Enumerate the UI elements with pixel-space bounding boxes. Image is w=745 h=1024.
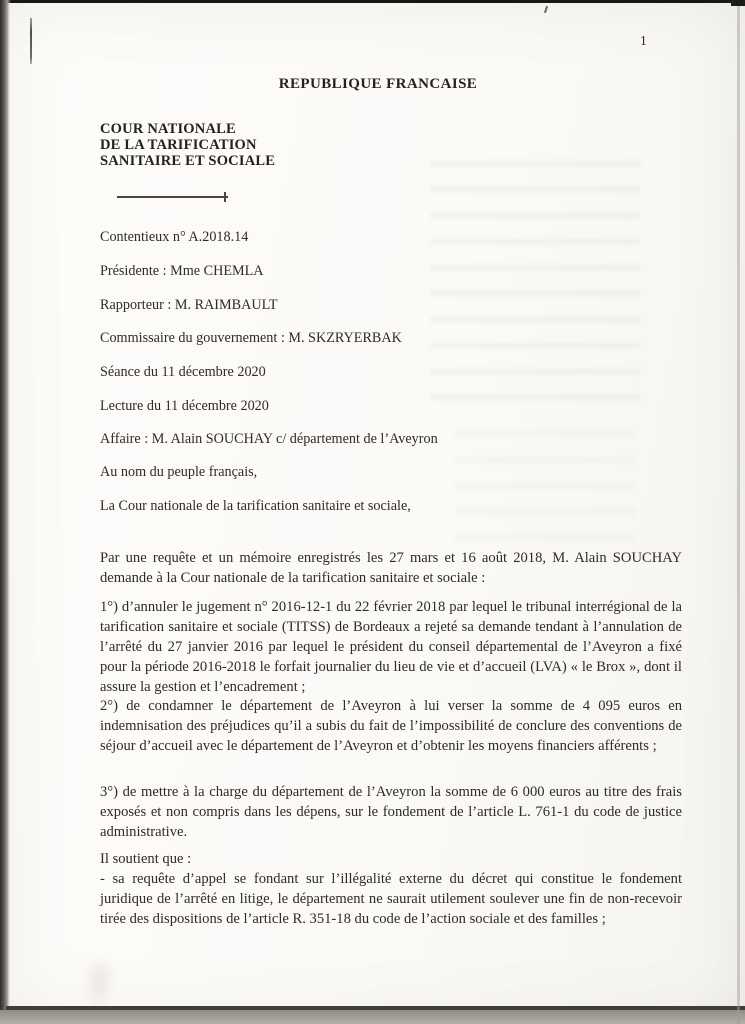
scan-edge-bottom [0,1010,745,1024]
scan-edge-top [0,0,745,3]
case-number: Contentieux n° A.2018.14 [100,229,249,245]
republic-title: REPUBLIQUE FRANCAISE [278,76,478,92]
pen-mark-artifact [30,18,32,64]
paragraph-intro: Par une requête et un mémoire enregistrés les 27 mars et 16 août 2018, M. Alain SOUCHAY demande à la Cour nationale de la tarification sanitaire et sociale : [100,550,682,586]
paragraph-point-3: 3°) de mettre à la charge du département de l’Aveyron la somme de 6 000 euros au titre des frais exposés et non compris dans les dépens, sur le fondement de l’article L. 761-1 du code de justice administrative. [100,784,682,840]
president-line: Présidente : Mme CHEMLA [100,263,264,279]
rapporteur-line: Rapporteur : M. RAIMBAULT [100,297,278,313]
court-name-block [100,121,275,170]
commissaire-line: Commissaire du gouvernement : M. SKZRYERBAK [100,330,402,346]
paragraph-point-1: 1°) d’annuler le jugement n° 2016-12-1 du 22 février 2018 par lequel le tribunal interrégional de la tarification sanitaire et sociale (TITSS) de Bordeaux a rejeté sa demande tendant à l’annulation de l’arrêté du 27 janvier 2016 par lequel le président du conseil départemental de l’Aveyron a fixé pour la période 2016-2018 le forfait journalier du lieu de vie et d’accueil (LVA) « le Brox », dont il assure la gestion et l’encadrement ; [100,599,682,695]
page-number: 1 [640,33,647,48]
bleed-through-artifact [455,430,635,550]
scan-corner-artifact [731,0,745,6]
lecture-date-line: Lecture du 11 décembre 2020 [100,398,269,414]
scan-smudge-artifact [82,960,116,1012]
court-name-line-2: DE LA TARIFICATION [100,137,257,154]
court-name-line-1: COUR NATIONALE [100,121,236,137]
bleed-through-artifact [430,160,640,410]
scan-edge-left [0,0,11,1024]
la-cour-line: La Cour nationale de la tarification sanitaire et sociale, [100,498,411,514]
divider-cross-tick [224,192,226,202]
scan-tick-artifact [544,6,548,13]
court-name-line-3: SANITAIRE ET SOCIALE [100,153,276,170]
header-divider [117,196,228,198]
paragraph-soutient: Il soutient que : [100,851,192,867]
au-nom-line: Au nom du peuple français, [100,464,258,480]
paragraph-point-2: 2°) de condamner le département de l’Aveyron à lui verser la somme de 4 095 euros en indemnisation des préjudices qu’il a subis du fait de l’impossibilité de conclure des conventions de séjour d’accueil avec le département de l’Aveyron et d’obtenir les moyens financiers afférents ; [100,698,682,754]
seance-date-line: Séance du 11 décembre 2020 [100,364,266,380]
affaire-line: Affaire : M. Alain SOUCHAY c/ département de l’Aveyron [100,431,438,447]
scan-edge-right [737,0,740,1024]
paragraph-moyen-1: - sa requête d’appel se fondant sur l’illégalité externe du décret qui constitue le fondement juridique de l’arrêté en litige, le département ne saurait utilement soulever une fin de non-recevoir tirée des dispositions de l’article R. 351-18 du code de l’action sociale et des familles ; [100,871,682,927]
